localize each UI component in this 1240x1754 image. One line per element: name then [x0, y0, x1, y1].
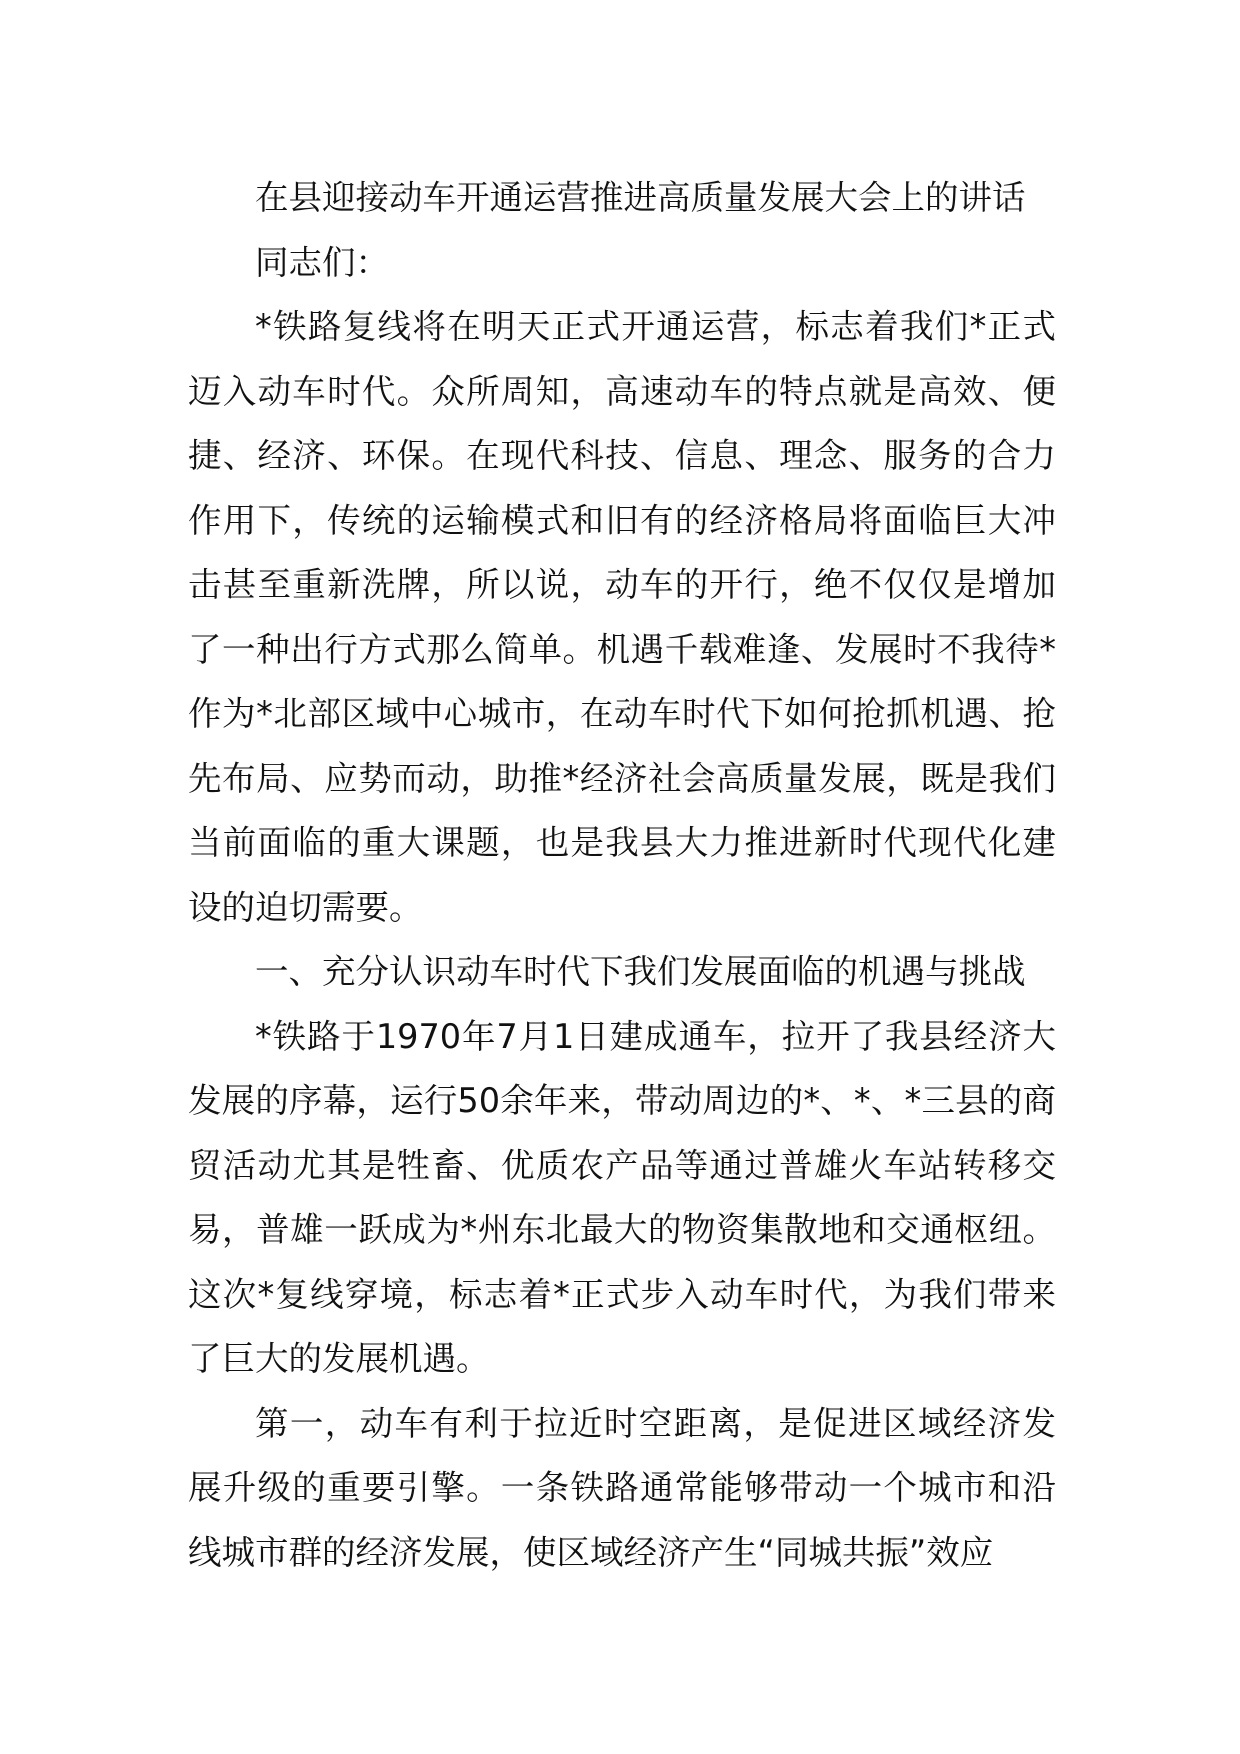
- paragraph-intro: *铁路复线将在明天正式开通运营，标志着我们*正式迈入动车时代。众所周知，高速动车的特点就是高效、便捷、经济、环保。在现代科技、信息、理念、服务的合力作用下，传统的运输模式和旧有的经济格局将面临巨大冲击甚至重新洗牌，所以说，动车的开行，绝不仅仅是增加了一种出行方式那么简单。机遇千载难逢、发展时不我待*作为*北部区域中心城市，在动车时代下如何抢抓机遇、抢先布局、应势而动，助推*经济社会高质量发展，既是我们当前面临的重大课题，也是我县大力推进新时代现代化建设的迫切需要。: [188, 307, 1056, 927]
- salutation: 同志们：: [255, 242, 389, 282]
- document-body: [188, 166, 1056, 1585]
- paragraph-first-point: 第一，动车有利于拉近时空距离，是促进区域经济发展升级的重要引擎。一条铁路通常能够带动一个城市和沿线城市群的经济发展，使区域经济产生“同城共振”效应: [188, 1403, 1056, 1572]
- paragraph-history: *铁路于1970年7月1日建成通车，拉开了我县经济大发展的序幕，运行50余年来，带动周边的*、*、*三县的商贸活动尤其是牲畜、优质农产品等通过普雄火车站转移交易，普雄一跃成为*州东北最大的物资集散地和交通枢纽。这次*复线穿境，标志着*正式步入动车时代，为我们带来了巨大的发展机遇。: [188, 1016, 1056, 1378]
- speech-title: 在县迎接动车开通运营推进高质量发展大会上的讲话: [255, 178, 1026, 217]
- section-heading-1: 一、充分认识动车时代下我们发展面临的机遇与挑战: [255, 952, 1026, 991]
